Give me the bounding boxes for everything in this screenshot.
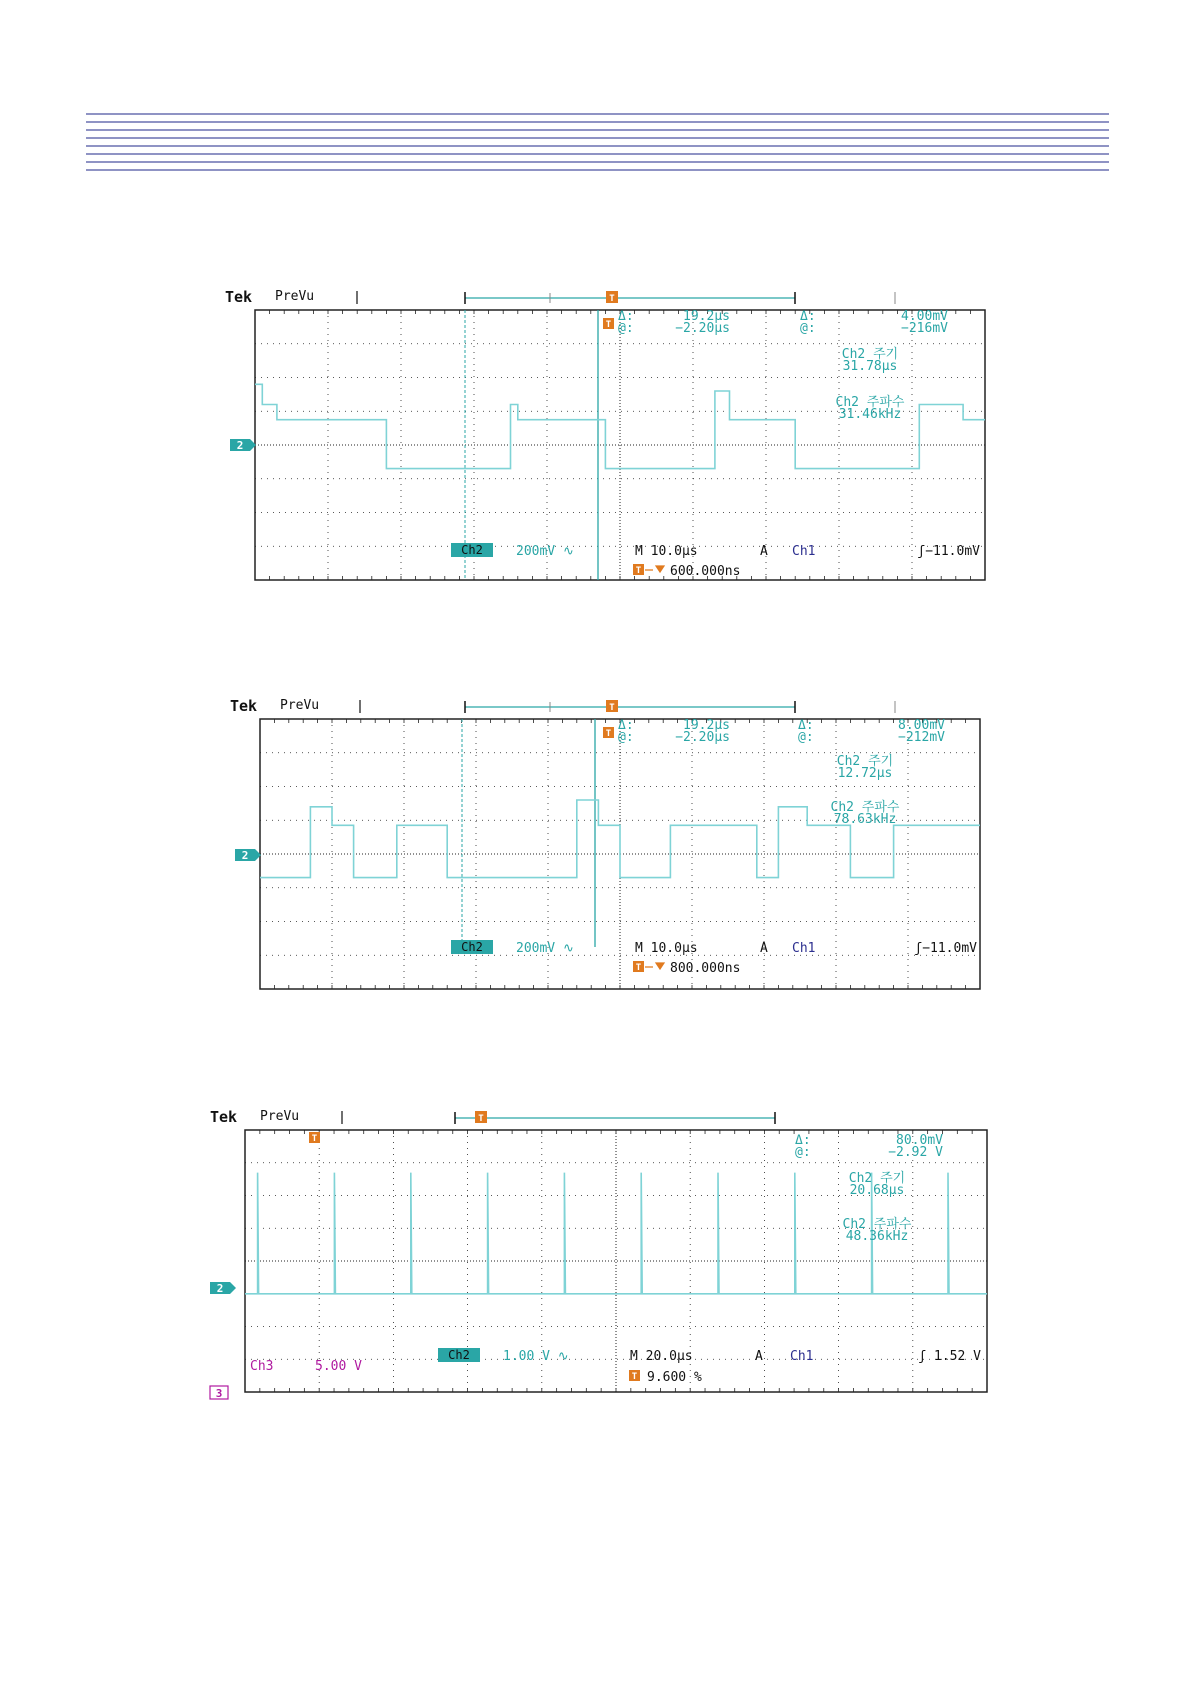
cursor-at-volt: −2.92 V <box>888 1145 943 1160</box>
scope-screen-1 <box>220 288 1000 588</box>
svg-text:T: T <box>635 566 642 576</box>
freq-label: Ch2 주파수 <box>842 1217 912 1232</box>
scope-2-svg <box>220 697 1000 997</box>
trigger-position-marker <box>606 700 618 713</box>
svg-text:T: T <box>609 294 615 304</box>
cursor-delta-volt: 8.00mV <box>898 718 945 733</box>
record-bar <box>455 1112 775 1124</box>
ch2-scale: 1.00 V ∿ <box>503 1349 569 1364</box>
screen-t-marker <box>309 1132 320 1144</box>
mode-label: PreVu <box>260 1109 300 1124</box>
cursor-at-time: −2.20µs <box>675 730 730 745</box>
ch2-ground-marker <box>235 849 261 862</box>
trigger-level: ʃ−11.0mV <box>914 941 977 956</box>
cursor-delta-time: 19.2µs <box>683 718 730 733</box>
record-bar <box>465 701 895 713</box>
ch2-badge-label: Ch2 <box>461 543 483 557</box>
at-v-label: @: <box>798 730 814 745</box>
readout-t-marker <box>603 318 614 330</box>
ch3-label: Ch3 <box>250 1359 274 1374</box>
at-label: @: <box>618 730 634 745</box>
freq-label: Ch2 주파수 <box>830 800 900 815</box>
svg-text:T: T <box>631 1372 638 1382</box>
ch2-scale: 200mV ∿ <box>516 544 574 559</box>
trigger-source: Ch1 <box>792 544 816 559</box>
timebase: M 10.0µs <box>635 544 698 559</box>
trigger-source: Ch1 <box>792 941 816 956</box>
trigger-position: 9.600 % <box>647 1370 702 1385</box>
graticule <box>245 1130 987 1392</box>
trigger-offset-icon <box>633 564 664 576</box>
brand-tek: Tek <box>225 288 253 306</box>
period-value: 31.78µs <box>842 359 898 374</box>
trigger-mode: A <box>755 1349 763 1364</box>
delta-v-label: Δ: <box>800 309 816 324</box>
brand-tek: Tek <box>210 1108 238 1126</box>
readout-t-marker <box>603 727 614 739</box>
svg-text:T: T <box>635 963 642 973</box>
trigger-level: ʃ 1.52 V <box>918 1349 981 1364</box>
freq-label: Ch2 주파수 <box>835 395 905 410</box>
mode-label: PreVu <box>280 698 320 713</box>
period-label: Ch2 주기 <box>836 754 894 769</box>
freq-value: 31.46kHz <box>838 407 902 422</box>
record-bar <box>465 292 895 304</box>
cursor-delta-volt: 4.00mV <box>901 309 948 324</box>
trigger-offset-icon <box>633 961 664 973</box>
cursor-at-volt: −212mV <box>898 730 945 745</box>
header-rules <box>86 113 1109 171</box>
freq-value: 78.63kHz <box>833 812 897 827</box>
trigger-position: 600.000ns <box>670 564 741 579</box>
svg-text:T: T <box>609 703 615 713</box>
scope-screen-3 <box>205 1108 995 1408</box>
cursor-at-volt: −216mV <box>901 321 948 336</box>
scope-3-svg <box>205 1108 995 1408</box>
ch3-scale: 5.00 V <box>315 1359 362 1374</box>
cursor-at-time: −2.20µs <box>675 321 730 336</box>
svg-text:T: T <box>605 729 612 739</box>
trigger-mode: A <box>760 941 768 956</box>
delta-label: Δ: <box>618 309 634 324</box>
at-label: @: <box>618 321 634 336</box>
delta-v-label: Δ: <box>795 1133 811 1148</box>
scope-1-svg <box>220 288 1000 588</box>
ch2-badge-label: Ch2 <box>461 940 483 954</box>
delta-label: Δ: <box>618 718 634 733</box>
trigger-mode: A <box>760 544 768 559</box>
svg-text:2: 2 <box>236 439 244 452</box>
svg-text:T: T <box>311 1134 318 1144</box>
period-value: 12.72µs <box>837 766 893 781</box>
svg-text:2: 2 <box>216 1282 224 1295</box>
ch2-ground-marker <box>230 439 256 452</box>
trigger-position-marker <box>475 1111 487 1124</box>
cursor-delta-time: 19.2µs <box>683 309 730 324</box>
timebase: M 10.0µs <box>635 941 698 956</box>
trigger-source: Ch1 <box>790 1349 814 1364</box>
period-value: 20.68µs <box>849 1183 905 1198</box>
svg-text:3: 3 <box>215 1387 223 1400</box>
svg-text:2: 2 <box>241 849 249 862</box>
period-label: Ch2 주기 <box>841 347 899 362</box>
svg-text:T: T <box>478 1114 484 1124</box>
trigger-position: 800.000ns <box>670 961 741 976</box>
at-v-label: @: <box>795 1145 811 1160</box>
period-label: Ch2 주기 <box>848 1171 906 1186</box>
trigger-offset-icon <box>629 1370 640 1382</box>
ch2-ground-marker <box>210 1282 236 1295</box>
mode-label: PreVu <box>275 289 315 304</box>
at-v-label: @: <box>800 321 816 336</box>
scope-screen-2 <box>220 697 1000 997</box>
ch2-badge-label: Ch2 <box>448 1348 470 1362</box>
svg-text:T: T <box>605 320 612 330</box>
brand-tek: Tek <box>230 697 258 715</box>
ch2-scale: 200mV ∿ <box>516 941 574 956</box>
delta-v-label: Δ: <box>798 718 814 733</box>
ch3-ground-marker <box>210 1386 228 1400</box>
trigger-level: ʃ−11.0mV <box>917 544 980 559</box>
timebase: M 20.0µs <box>630 1349 693 1364</box>
trigger-position-marker <box>606 291 618 304</box>
cursor-delta-volt: 80.0mV <box>896 1133 943 1148</box>
freq-value: 48.36kHz <box>845 1229 909 1244</box>
